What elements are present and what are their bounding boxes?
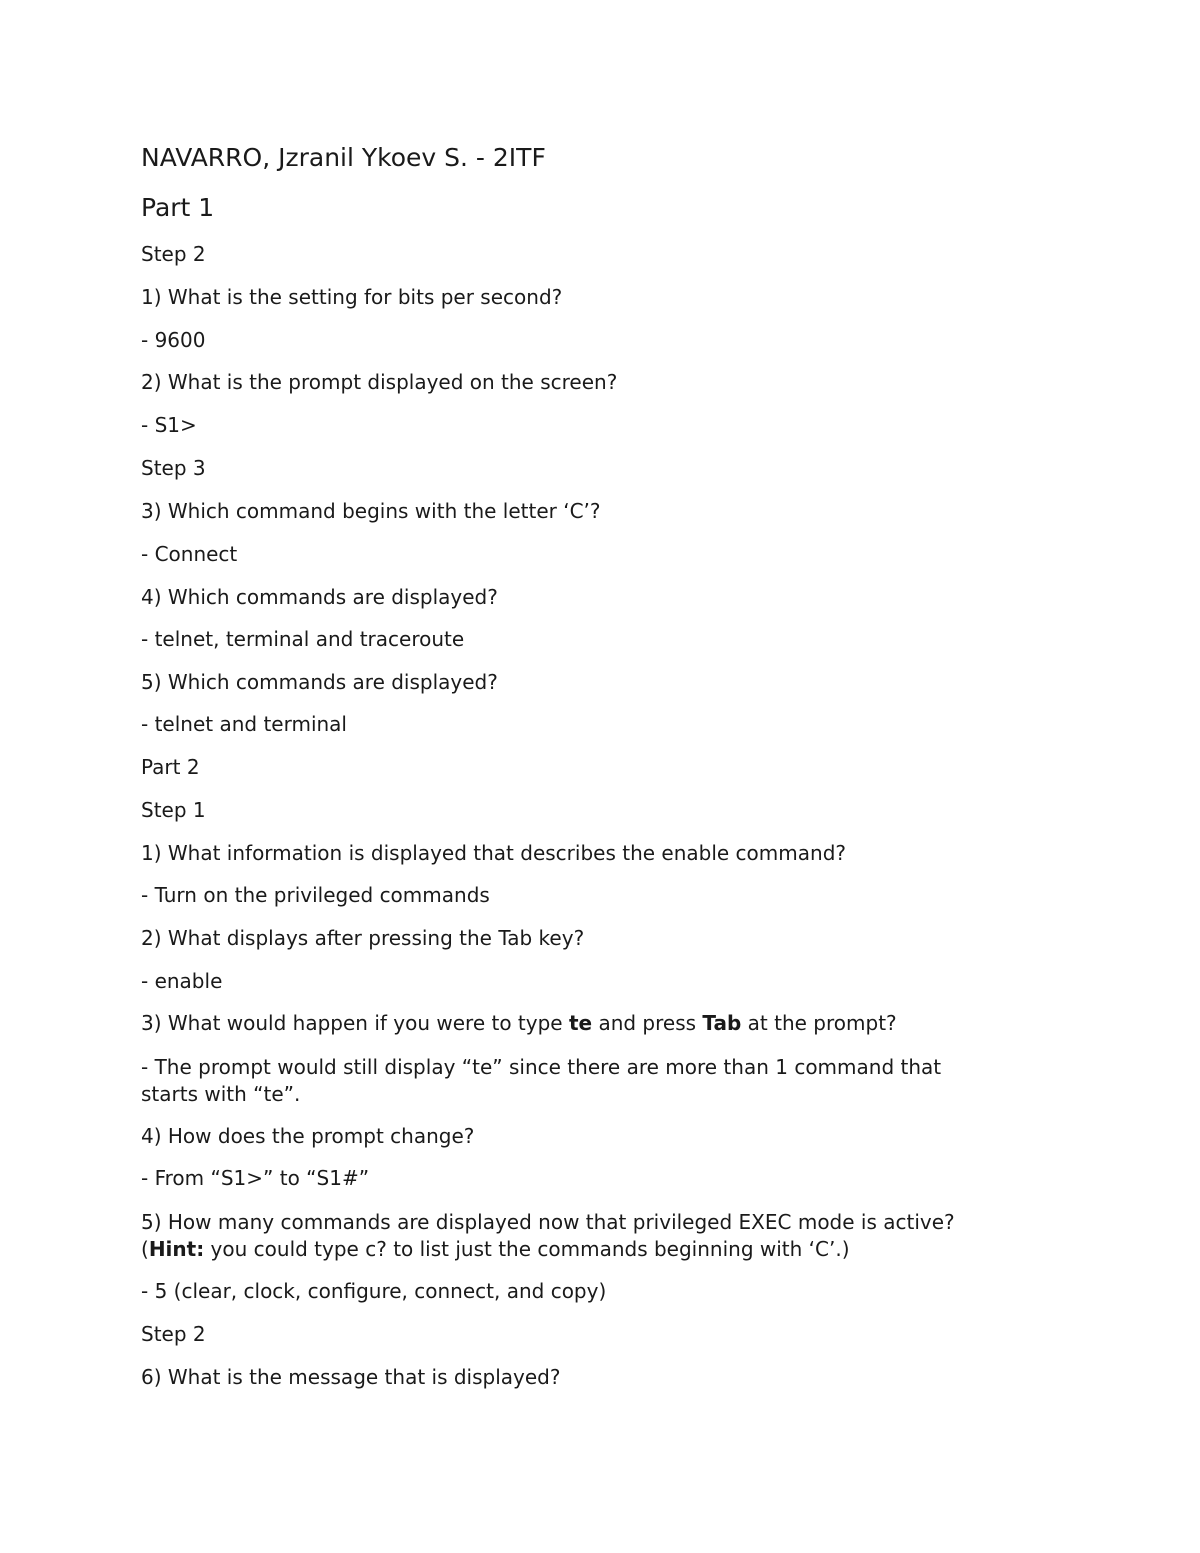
part1-question-2: 2) What is the prompt displayed on the screen? bbox=[141, 370, 618, 394]
part2-answer-5: - 5 (clear, clock, configure, connect, and copy) bbox=[141, 1279, 607, 1303]
part2-answer-3-line1: - The prompt would still display “te” since there are more than 1 command that bbox=[141, 1055, 942, 1079]
part1-question-1: 1) What is the setting for bits per second? bbox=[141, 285, 563, 309]
part1-step3-label: Step 3 bbox=[141, 456, 206, 480]
q5-hint-text: you could type c? to list just the commands beginning with ‘C’.) bbox=[204, 1237, 850, 1261]
part1-answer-3: - Connect bbox=[141, 542, 238, 566]
part2-answer-4: - From “S1>” to “S1#” bbox=[141, 1166, 370, 1190]
part2-answer-1: - Turn on the privileged commands bbox=[141, 883, 490, 907]
part2-question-3 bbox=[141, 1010, 897, 1036]
part2-question-2: 2) What displays after pressing the Tab key? bbox=[141, 926, 585, 950]
document-title: NAVARRO, Jzranil Ykoev S. - 2ITF bbox=[141, 143, 546, 172]
part1-answer-2: - S1> bbox=[141, 413, 197, 437]
part2-step1-label: Step 1 bbox=[141, 798, 206, 822]
q3-bold-tab: Tab bbox=[702, 1011, 742, 1035]
part1-question-3: 3) Which command begins with the letter ‘C’? bbox=[141, 499, 601, 523]
part1-answer-5: - telnet and terminal bbox=[141, 712, 347, 736]
part2-question-4: 4) How does the prompt change? bbox=[141, 1124, 475, 1148]
part1-question-4: 4) Which commands are displayed? bbox=[141, 585, 498, 609]
q5-open-paren: ( bbox=[141, 1237, 149, 1261]
part2-question-1: 1) What information is displayed that describes the enable command? bbox=[141, 841, 846, 865]
part1-answer-4: - telnet, terminal and traceroute bbox=[141, 627, 465, 651]
part1-step2-label: Step 2 bbox=[141, 242, 206, 266]
q3-bold-te: te bbox=[568, 1011, 593, 1035]
part2-answer-3-line2: starts with “te”. bbox=[141, 1082, 301, 1106]
part2-question-5-line2 bbox=[141, 1236, 850, 1262]
q3-text-post: at the prompt? bbox=[741, 1011, 897, 1035]
part2-question-6: 6) What is the message that is displayed? bbox=[141, 1365, 561, 1389]
part1-answer-1: - 9600 bbox=[141, 328, 206, 352]
part2-step2-label: Step 2 bbox=[141, 1322, 206, 1346]
part2-answer-2: - enable bbox=[141, 969, 223, 993]
part2-question-5-line1: 5) How many commands are displayed now that privileged EXEC mode is active? bbox=[141, 1210, 955, 1234]
part1-question-5: 5) Which commands are displayed? bbox=[141, 670, 498, 694]
part1-heading: Part 1 bbox=[141, 193, 215, 222]
q3-text-pre: 3) What would happen if you were to type bbox=[141, 1011, 569, 1035]
q3-text-mid: and press bbox=[592, 1011, 703, 1035]
q5-bold-hint: Hint: bbox=[148, 1237, 205, 1261]
part2-heading: Part 2 bbox=[141, 755, 200, 779]
